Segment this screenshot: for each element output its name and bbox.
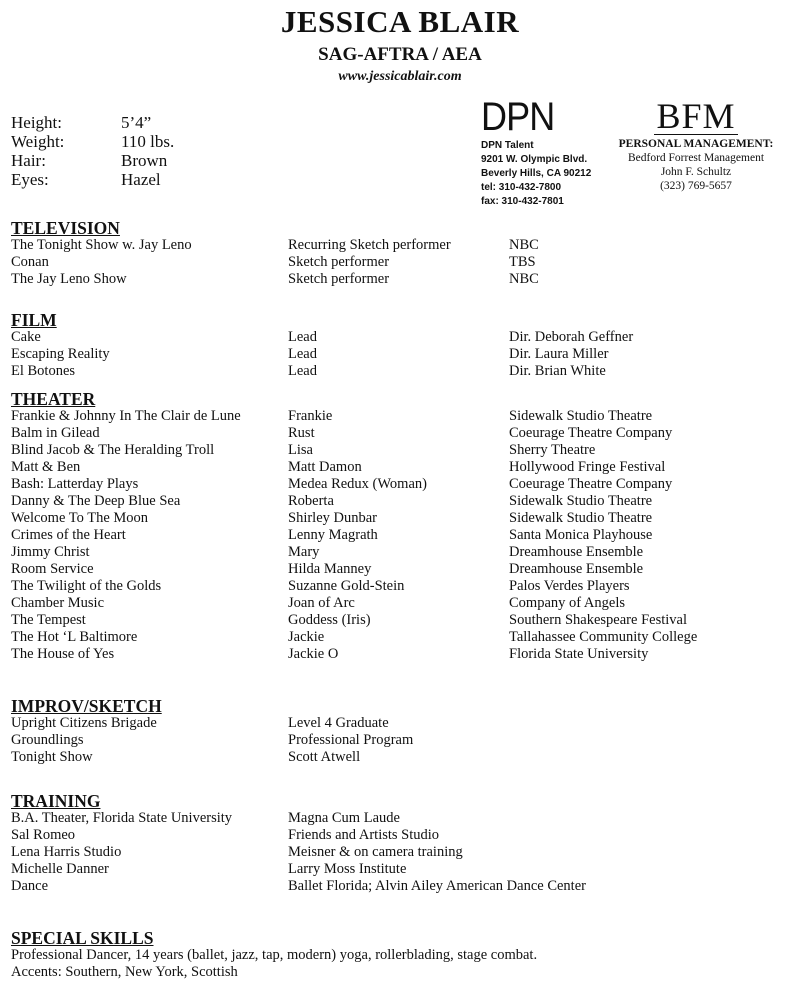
- credit-venue: Sherry Theatre: [509, 442, 596, 458]
- credit-project: Welcome To The Moon: [11, 510, 149, 526]
- credit-director: Dir. Brian White: [509, 363, 606, 379]
- section-title: TELEVISION: [11, 218, 120, 238]
- training-row: [11, 878, 791, 895]
- training-detail: Friends and Artists Studio: [288, 827, 440, 843]
- credit-row: [11, 715, 791, 732]
- credit-row: [11, 442, 791, 459]
- stat-label: Hair:: [11, 151, 46, 170]
- training-item: Michelle Danner: [11, 861, 109, 877]
- credit-project: The Tonight Show w. Jay Leno: [11, 237, 192, 253]
- dpn-tel: tel: 310-432-7800: [481, 182, 562, 193]
- credit-level: Scott Atwell: [288, 749, 361, 765]
- credit-role: Medea Redux (Woman): [288, 476, 427, 492]
- training-section: [11, 792, 791, 895]
- dpn-agency-block: [481, 97, 591, 209]
- credit-row: [11, 544, 791, 561]
- credit-role: Sketch performer: [288, 254, 390, 270]
- stat-weight: [11, 132, 174, 151]
- credit-project: Room Service: [11, 561, 94, 577]
- credit-project: The House of Yes: [11, 646, 115, 662]
- training-row: [11, 810, 791, 827]
- credit-school: Upright Citizens Brigade: [11, 715, 157, 731]
- credit-role: Recurring Sketch performer: [288, 237, 451, 253]
- credit-row: [11, 408, 791, 425]
- credit-project: Bash: Latterday Plays: [11, 476, 139, 492]
- credit-venue: Sidewalk Studio Theatre: [509, 510, 653, 526]
- bfm-logo: BFM: [656, 96, 736, 136]
- credit-venue: Sidewalk Studio Theatre: [509, 493, 653, 509]
- stat-value: 5’4”: [121, 113, 152, 132]
- bfm-phone: (323) 769-5657: [660, 180, 732, 192]
- credit-project: Conan: [11, 254, 49, 270]
- dpn-address-1: 9201 W. Olympic Blvd.: [481, 154, 588, 165]
- credit-row: [11, 578, 791, 595]
- credit-role: Roberta: [288, 493, 334, 509]
- stat-value: Brown: [121, 151, 168, 170]
- stat-value: 110 lbs.: [121, 132, 175, 151]
- credit-director: Dir. Laura Miller: [509, 346, 609, 362]
- credit-row: [11, 363, 791, 380]
- credit-row: [11, 561, 791, 578]
- credit-row: [11, 646, 791, 663]
- credit-project: Chamber Music: [11, 595, 105, 611]
- training-item: Lena Harris Studio: [11, 844, 122, 860]
- credit-role: Suzanne Gold-Stein: [288, 578, 405, 594]
- credit-row: [11, 459, 791, 476]
- credit-project: Balm in Gilead: [11, 425, 100, 441]
- credit-role: Mary: [288, 544, 320, 560]
- credit-network: NBC: [509, 271, 539, 287]
- actor-name: JESSICA BLAIR: [280, 4, 520, 39]
- credit-project: The Tempest: [11, 612, 86, 628]
- credit-project: The Hot ‘L Baltimore: [11, 629, 138, 645]
- credit-role: Lead: [288, 363, 317, 379]
- credit-school: Tonight Show: [11, 749, 93, 765]
- credit-venue: Dreamhouse Ensemble: [509, 561, 644, 577]
- union-affiliation: SAG-AFTRA / AEA: [318, 44, 482, 65]
- credit-project: Blind Jacob & The Heralding Troll: [11, 442, 215, 458]
- training-row: [11, 844, 791, 861]
- credit-row: [11, 749, 791, 766]
- training-row: [11, 827, 791, 844]
- physical-stats: [11, 113, 174, 189]
- credit-row: [11, 329, 791, 346]
- credit-project: Frankie & Johnny In The Clair de Lune: [11, 408, 241, 424]
- stat-label: Weight:: [11, 132, 65, 151]
- credit-venue: Southern Shakespeare Festival: [509, 612, 687, 628]
- stat-label: Height:: [11, 113, 62, 132]
- training-detail: Magna Cum Laude: [288, 810, 400, 826]
- credit-network: TBS: [509, 254, 536, 270]
- section-title: TRAINING: [11, 791, 101, 811]
- section-title: IMPROV/SKETCH: [11, 696, 162, 716]
- credit-role: Lisa: [288, 442, 313, 458]
- credit-venue: Palos Verdes Players: [509, 578, 630, 594]
- bfm-contact: John F. Schultz: [660, 166, 732, 178]
- credit-project: The Jay Leno Show: [11, 271, 127, 287]
- stat-hair: [11, 151, 174, 170]
- credit-row: [11, 510, 791, 527]
- stat-label: Eyes:: [11, 170, 49, 189]
- credit-role: Goddess (Iris): [288, 612, 371, 628]
- resume-header: [0, 4, 800, 86]
- credit-row: [11, 629, 791, 646]
- training-detail: Meisner & on camera training: [288, 844, 463, 860]
- section-title: THEATER: [11, 389, 96, 409]
- credit-venue: Tallahassee Community College: [509, 629, 698, 645]
- credit-role: Shirley Dunbar: [288, 510, 377, 526]
- dpn-fax: fax: 310-432-7801: [481, 196, 564, 207]
- credit-venue: Company of Angels: [509, 595, 625, 611]
- training-detail: Larry Moss Institute: [288, 861, 407, 877]
- credit-row: [11, 476, 791, 493]
- stat-eyes: [11, 170, 174, 189]
- credit-level: Level 4 Graduate: [288, 715, 389, 731]
- credit-project: Crimes of the Heart: [11, 527, 126, 543]
- stat-height: [11, 113, 174, 132]
- credit-venue: Hollywood Fringe Festival: [509, 459, 666, 475]
- credit-school: Groundlings: [11, 732, 84, 748]
- credit-venue: Coeurage Theatre Company: [509, 425, 673, 441]
- credit-role: Jackie O: [288, 646, 339, 662]
- credit-venue: Santa Monica Playhouse: [509, 527, 653, 543]
- training-detail: Ballet Florida; Alvin Ailey American Dance Center: [288, 878, 586, 894]
- credit-role: Lead: [288, 346, 317, 362]
- credit-role: Joan of Arc: [288, 595, 355, 611]
- credit-role: Lead: [288, 329, 317, 345]
- credit-venue: Dreamhouse Ensemble: [509, 544, 644, 560]
- training-item: Sal Romeo: [11, 827, 76, 843]
- credit-director: Dir. Deborah Geffner: [509, 329, 634, 345]
- credit-project: Jimmy Christ: [11, 544, 90, 560]
- credit-role: Hilda Manney: [288, 561, 372, 577]
- credit-row: [11, 425, 791, 442]
- bfm-management-block: [612, 98, 780, 193]
- credit-level: Professional Program: [288, 732, 414, 748]
- bfm-company: Bedford Forrest Management: [627, 152, 765, 164]
- dpn-name: DPN Talent: [481, 140, 534, 151]
- theater-section: [11, 390, 791, 663]
- credit-role: Matt Damon: [288, 459, 362, 475]
- credit-project: Matt & Ben: [11, 459, 81, 475]
- credit-project: Danny & The Deep Blue Sea: [11, 493, 181, 509]
- credit-role: Jackie: [288, 629, 325, 645]
- section-title: FILM: [11, 310, 57, 330]
- credit-row: [11, 237, 791, 254]
- credit-role: Sketch performer: [288, 271, 390, 287]
- credit-row: [11, 254, 791, 271]
- credit-row: [11, 493, 791, 510]
- training-item: Dance: [11, 878, 49, 894]
- training-item: B.A. Theater, Florida State University: [11, 810, 233, 826]
- television-section: [11, 219, 791, 288]
- credit-venue: Florida State University: [509, 646, 649, 662]
- training-row: [11, 861, 791, 878]
- credit-row: [11, 595, 791, 612]
- film-section: [11, 311, 791, 380]
- credit-role: Rust: [288, 425, 315, 441]
- website-link[interactable]: www.jessicablair.com: [338, 69, 462, 84]
- dpn-address-2: Beverly Hills, CA 90212: [481, 168, 592, 179]
- section-title: SPECIAL SKILLS: [11, 928, 154, 948]
- credit-role: Frankie: [288, 408, 333, 424]
- credit-project: Cake: [11, 329, 41, 345]
- credit-project: El Botones: [11, 363, 76, 379]
- improv-section: [11, 697, 791, 766]
- credit-row: [11, 346, 791, 363]
- credit-venue: Coeurage Theatre Company: [509, 476, 673, 492]
- credit-row: [11, 612, 791, 629]
- stat-value: Hazel: [121, 170, 161, 189]
- credit-project: The Twilight of the Golds: [11, 578, 162, 594]
- credit-row: [11, 271, 791, 288]
- dpn-logo: DPN: [481, 95, 555, 139]
- credit-venue: Sidewalk Studio Theatre: [509, 408, 653, 424]
- bfm-title: PERSONAL MANAGEMENT:: [618, 138, 774, 150]
- credit-project: Escaping Reality: [11, 346, 110, 362]
- credit-network: NBC: [509, 237, 539, 253]
- skills-line: Accents: Southern, New York, Scottish: [11, 964, 238, 980]
- special-skills-section: [11, 929, 791, 981]
- credit-row: [11, 527, 791, 544]
- credit-role: Lenny Magrath: [288, 527, 378, 543]
- credit-row: [11, 732, 791, 749]
- skills-line: Professional Dancer, 14 years (ballet, jazz, tap, modern) yoga, rollerblading, stage combat.: [11, 947, 538, 963]
